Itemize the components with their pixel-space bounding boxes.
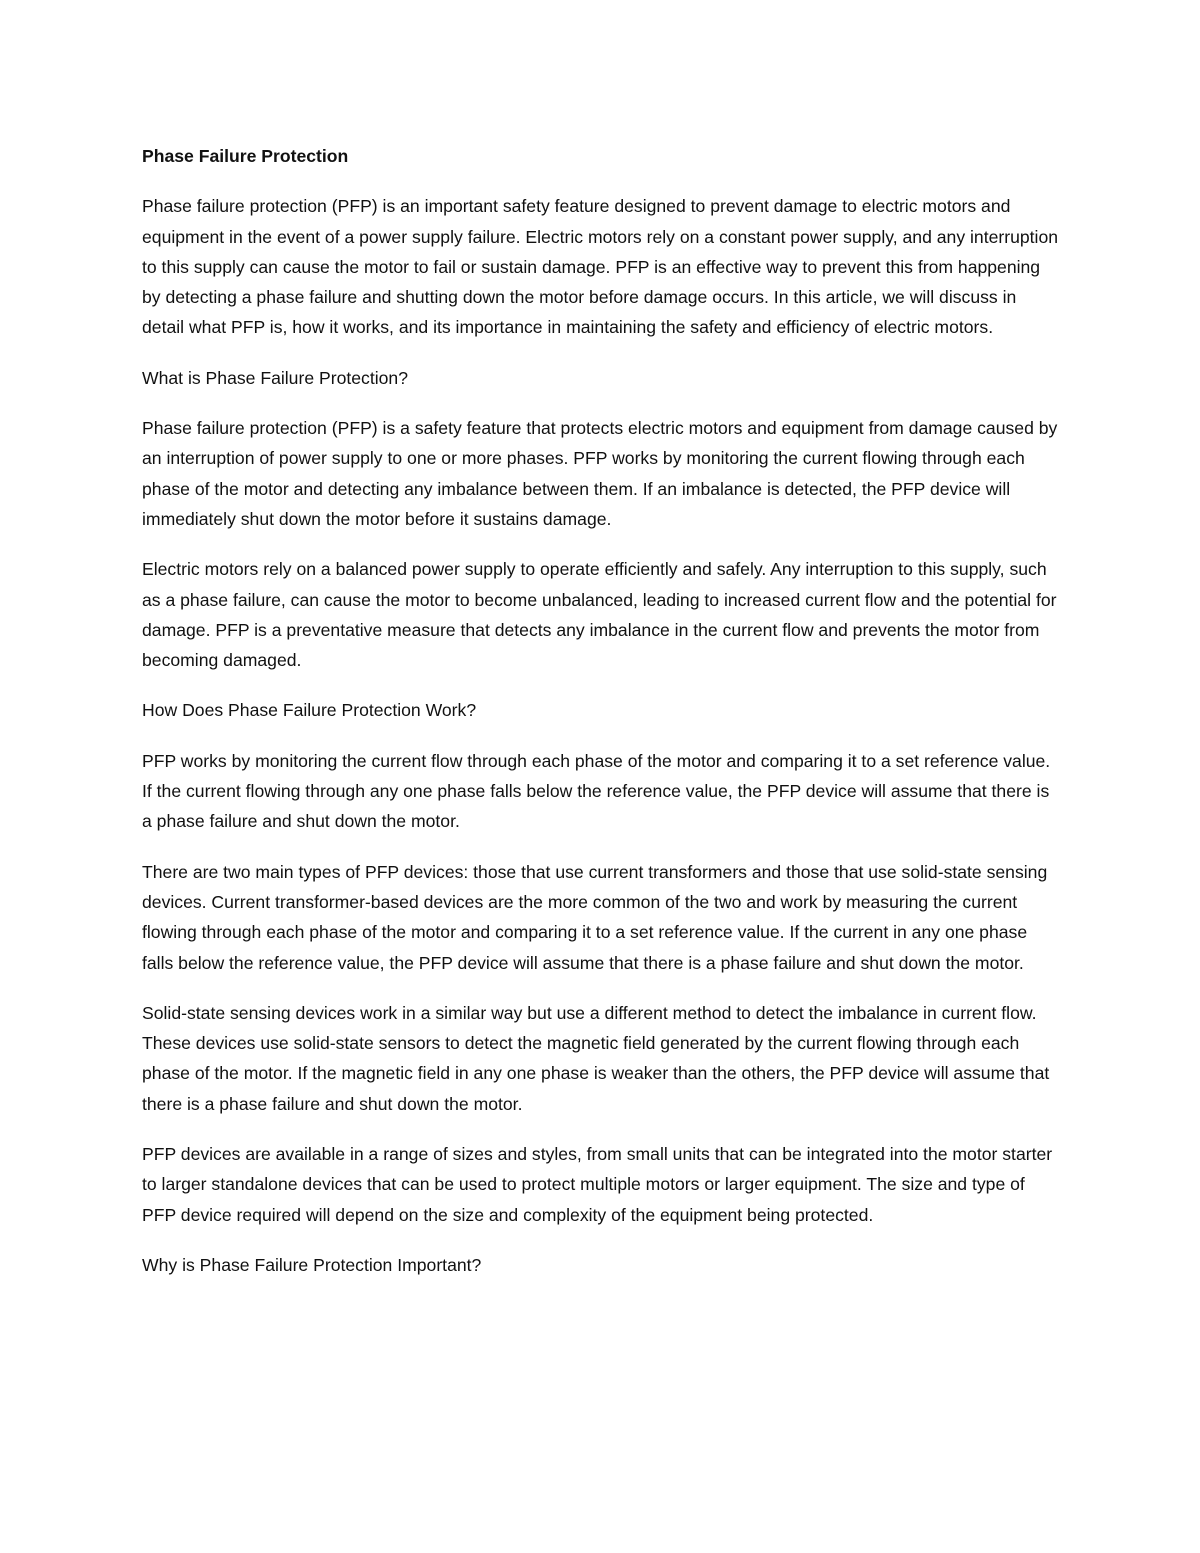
section-heading-what-is: What is Phase Failure Protection? (142, 367, 408, 388)
body-paragraph: Electric motors rely on a balanced power supply to operate efficiently and safely. Any interruption to this supply, such as a phase failure, can cause the motor to become unbalanced, leading to increased current flow and the potential for damage. PFP is a preventative measure that detects any imbalance in the current flow and prevents the motor from becoming damaged. (142, 559, 1057, 671)
section-heading-why-important: Why is Phase Failure Protection Important? (142, 1254, 482, 1275)
body-paragraph: Phase failure protection (PFP) is a safety feature that protects electric motors and equipment from damage caused by an interruption of power supply to one or more phases. PFP works by monitoring the current flowing through each phase of the motor and detecting any imbalance between them. If an imbalance is detected, the PFP device will immediately shut down the motor before it sustains damage. (142, 418, 1058, 529)
body-paragraph: There are two main types of PFP devices: those that use current transformers and those that use solid-state sensing devices. Current transformer-based devices are the more common of the two and work by measuring the current flowing through each phase of the motor and comparing it to a set reference value. If the current in any one phase falls below the reference value, the PFP device will assume that there is a phase failure and shut down the motor. (142, 861, 1048, 973)
body-paragraph: PFP works by monitoring the current flow through each phase of the motor and comparing it to a set reference value. If the current flowing through any one phase falls below the reference value, the PFP device will assume that there is a phase failure and shut down the motor. (142, 750, 1051, 832)
document-body (142, 141, 1062, 1300)
body-paragraph: Solid-state sensing devices work in a similar way but use a different method to detect the imbalance in current flow. These devices use solid-state sensors to detect the magnetic field generated by the current flowing through each phase of the motor. If the magnetic field in any one phase is weaker than the others, the PFP device will assume that there is a phase failure and shut down the motor. (142, 1002, 1050, 1114)
section-heading-how-it-works: How Does Phase Failure Protection Work? (142, 700, 477, 721)
document-title: Phase Failure Protection (142, 146, 349, 166)
intro-paragraph: Phase failure protection (PFP) is an important safety feature designed to prevent damage to electric motors and equipment in the event of a power supply failure. Electric motors rely on a constant power supply, and any interruption to this supply can cause the motor to fail or sustain damage. PFP is an effective way to prevent this from happening by detecting a phase failure and shutting down the motor before damage occurs. In this article, we will discuss in detail what PFP is, how it works, and its importance in maintaining the safety and efficiency of electric motors. (142, 196, 1059, 338)
body-paragraph: PFP devices are available in a range of sizes and styles, from small units that can be integrated into the motor starter to larger standalone devices that can be used to protect multiple motors or larger equipment. The size and type of PFP device required will depend on the size and complexity of the equipment being protected. (142, 1144, 1053, 1225)
